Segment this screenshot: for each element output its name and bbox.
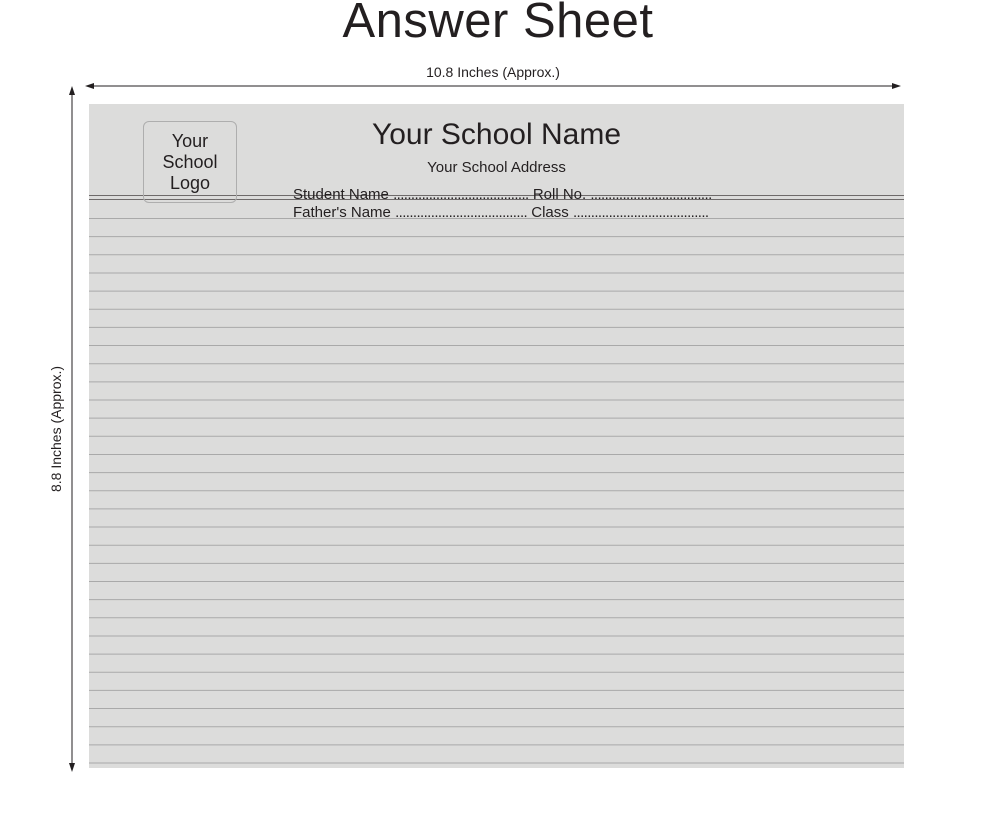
student-name-blank: ...................................... bbox=[393, 186, 529, 203]
roll-no-blank: .................................. bbox=[590, 186, 712, 203]
school-logo-text: Your School Logo bbox=[162, 130, 218, 193]
father-class-row bbox=[293, 204, 709, 221]
school-name-text: Your School Name bbox=[371, 118, 622, 151]
page-title: Answer Sheet bbox=[342, 0, 654, 48]
student-roll-row bbox=[293, 186, 712, 203]
class-blank: ...................................... bbox=[572, 204, 709, 221]
width-dimension-label: 10.8 Inches (Approx.) bbox=[426, 64, 560, 80]
school-address: Your School Address bbox=[427, 159, 566, 176]
fathers-name-blank: ..................................... bbox=[395, 204, 528, 221]
answer-sheet bbox=[89, 104, 904, 768]
class-label: Class bbox=[531, 204, 569, 221]
height-dimension bbox=[40, 86, 80, 772]
width-dimension-arrow bbox=[85, 80, 901, 92]
student-name-label: Student Name bbox=[293, 186, 389, 203]
height-dimension-arrow bbox=[66, 86, 78, 772]
width-dimension bbox=[85, 60, 901, 90]
school-name bbox=[89, 118, 904, 152]
height-dimension-label: 8.8 Inches (Approx.) bbox=[48, 365, 64, 493]
fathers-name-label: Father's Name bbox=[293, 204, 391, 221]
roll-no-label: Roll No. bbox=[532, 186, 587, 203]
